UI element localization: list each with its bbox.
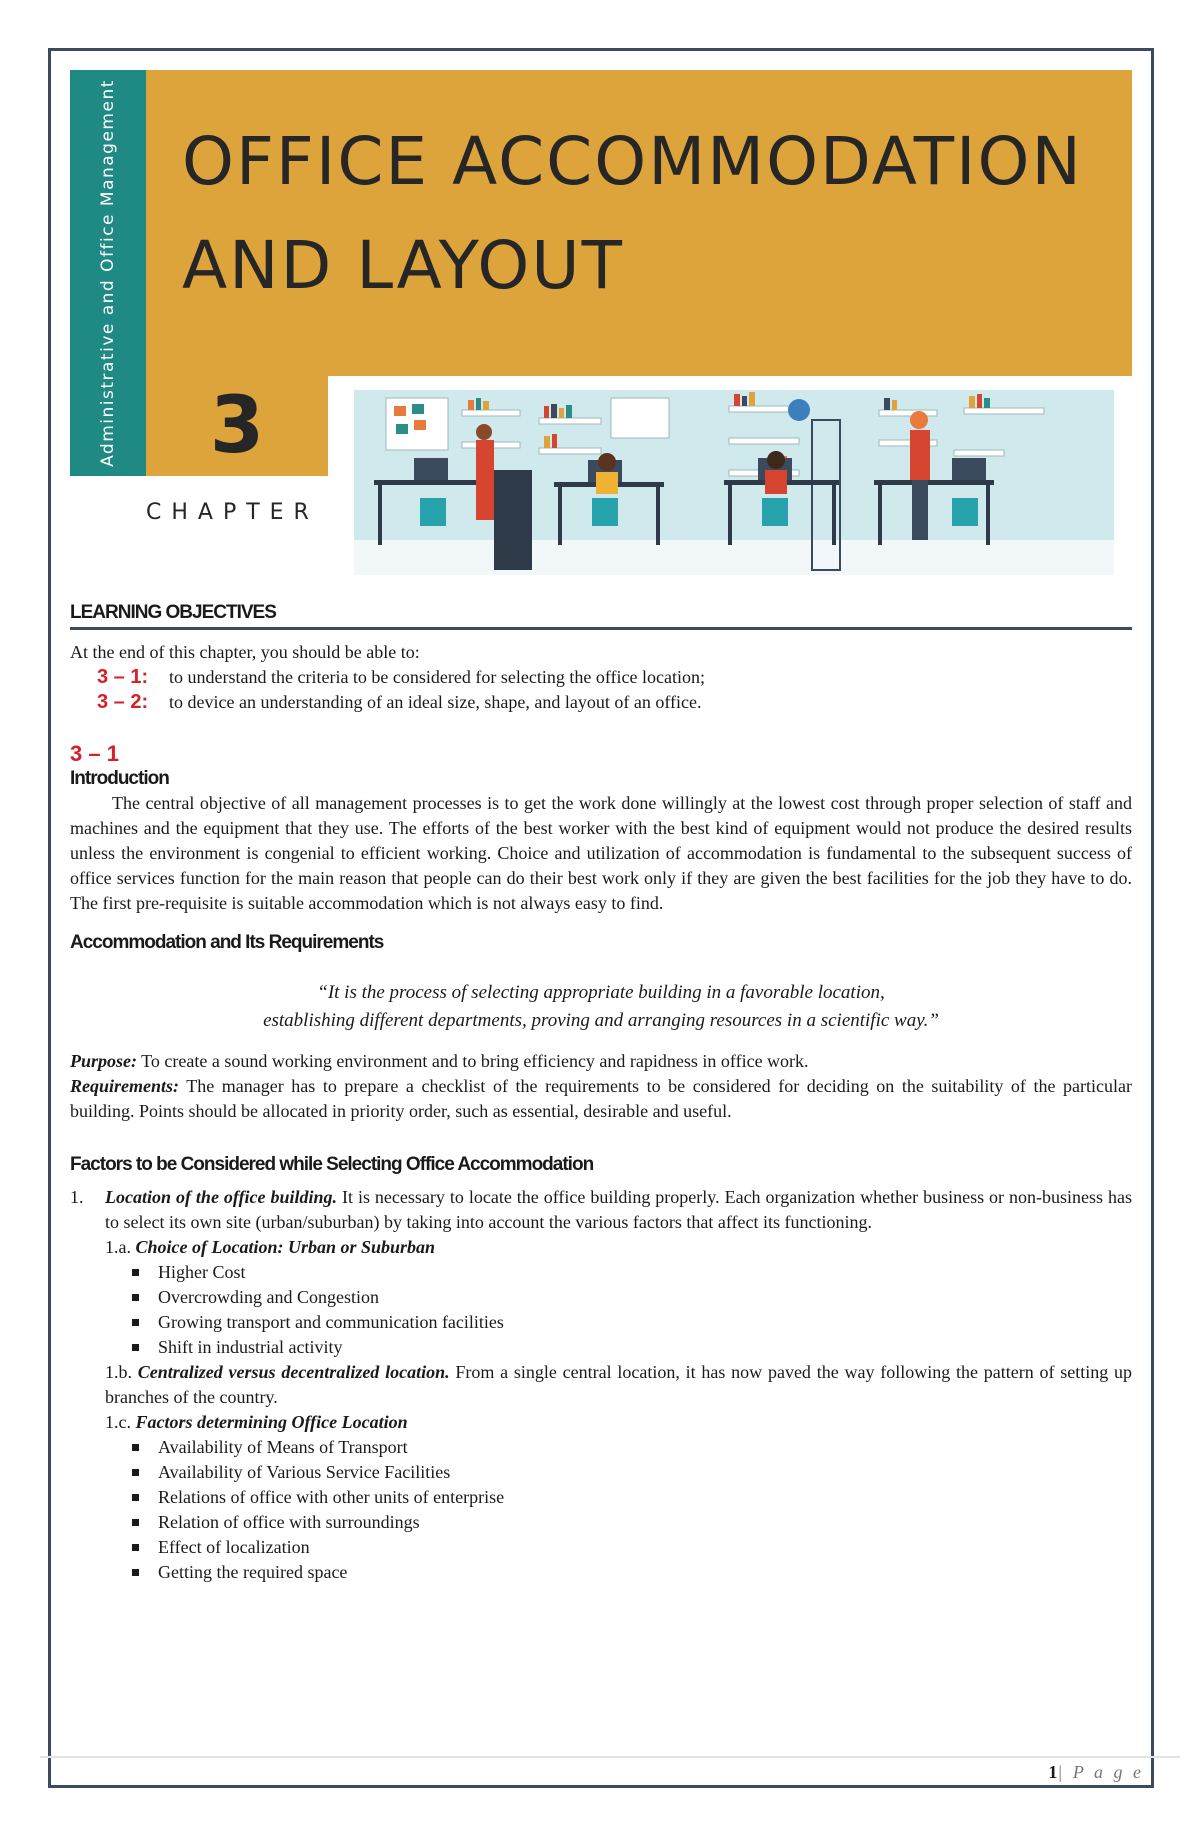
accommodation-heading: Accommodation and Its Requirements [70, 932, 384, 953]
chapter-number: 3 [209, 381, 265, 471]
bullet-list [132, 1260, 1132, 1360]
factors-heading: Factors to be Considered while Selecting Office Accommodation [70, 1154, 594, 1175]
sub-item-prefix: 1.a. [105, 1237, 136, 1257]
office-illustration [354, 390, 1114, 575]
list-item: Effect of localization [132, 1535, 1132, 1560]
factor-item [70, 1185, 1132, 1235]
sub-item-title: Choice of Location: Urban or Suburban [135, 1237, 436, 1257]
page-label: | P a g e [1057, 1762, 1144, 1782]
sub-item-b [105, 1360, 1132, 1410]
sub-item-a [105, 1235, 1132, 1260]
chapter-title [182, 110, 1112, 318]
requirements-paragraph [70, 1074, 1132, 1124]
bullet-list [132, 1435, 1132, 1585]
title-block [146, 70, 1132, 376]
purpose-text: To create a sound working environment and to bring efficiency and rapidness in office work. [137, 1051, 809, 1071]
section-title: Introduction [70, 768, 169, 789]
page-content [70, 600, 1132, 1585]
factor-number: 1. [70, 1187, 84, 1207]
list-item: Availability of Various Service Facilities [132, 1460, 1132, 1485]
list-item: Overcrowding and Congestion [132, 1285, 1132, 1310]
sub-item-c [105, 1410, 1132, 1435]
list-item: Growing transport and communication facilities [132, 1310, 1132, 1335]
intro-paragraph: The central objective of all management processes is to get the work done willingly at the lowest cost through proper selection of staff and machines and the equipment that they use. The efforts of the best worker with the best kind of equipment would not produce the desired results unless the environment is congenial to efficient working. Choice and utilization of accommodation is fundamental to the subsequent success of office services function for the main reason that people can do their best work only if they are given the best facilities for the job they have to do. The first pre-requisite is suitable accommodation which is not always easy to find. [70, 793, 1132, 913]
list-item: Shift in industrial activity [132, 1335, 1132, 1360]
page-number [960, 1762, 1144, 1783]
page-number-value: 1 [1048, 1762, 1058, 1782]
objective-text: to understand the criteria to be considered for selecting the office location; [169, 667, 705, 687]
footer-divider [40, 1756, 1180, 1758]
sub-item-title: Factors determining Office Location [135, 1412, 408, 1432]
quote-line: “It is the process of selecting appropriate building in a favorable location, [317, 982, 885, 1003]
factor-text: It is necessary to locate the office building properly. Each organization whether business or non-business has to select its own site (urban/suburban) by taking into account the various factors that affect its functioning. [105, 1187, 1132, 1232]
list-item: Higher Cost [132, 1260, 1132, 1285]
quote-line: establishing different departments, proving and arranging resources in a scientific way.” [263, 1010, 939, 1031]
sidebar-band [70, 70, 146, 476]
objective-text: to device an understanding of an ideal size, shape, and layout of an office. [169, 692, 702, 712]
objective-number: 3 – 2: [97, 691, 149, 713]
list-item: Getting the required space [132, 1560, 1132, 1585]
chapter-title-line1: OFFICE ACCOMMODATION [182, 123, 1083, 200]
objective-item [97, 665, 1132, 690]
objective-item [97, 690, 1132, 715]
purpose-paragraph [70, 1049, 1132, 1074]
sub-item-text: From a single central location, it has now paved the way following the pattern of setting up branches of the country. [105, 1362, 1133, 1407]
section-number: 3 – 1 [70, 741, 119, 766]
list-item: Relations of office with other units of enterprise [132, 1485, 1132, 1510]
factor-body [105, 1185, 1132, 1235]
objectives-intro: At the end of this chapter, you should be able to: [70, 642, 420, 662]
list-item: Availability of Means of Transport [132, 1435, 1132, 1460]
objective-number: 3 – 1: [97, 666, 149, 688]
list-item: Relation of office with surroundings [132, 1510, 1132, 1535]
learning-objectives-heading: LEARNING OBJECTIVES [70, 600, 1132, 630]
sidebar-book-title: Administrative and Office Management [98, 79, 118, 467]
purpose-label: Purpose: [70, 1051, 137, 1071]
chapter-label: CHAPTER [146, 500, 319, 525]
chapter-title-line2: AND LAYOUT [182, 227, 624, 304]
chapter-number-block [146, 376, 328, 476]
sub-item-prefix: 1.b. [105, 1362, 138, 1382]
factor-title: Location of the office building. [105, 1187, 338, 1207]
sub-item-title: Centralized versus decentralized location. [137, 1362, 450, 1382]
requirements-label: Requirements: [70, 1076, 180, 1096]
definition-quote [70, 979, 1132, 1035]
sub-item-prefix: 1.c. [105, 1412, 136, 1432]
requirements-text: The manager has to prepare a checklist of the requirements to be considered for deciding on the suitability of the particular building. Points should be allocated in priority order, such as essential, desirable and useful. [70, 1076, 1132, 1121]
